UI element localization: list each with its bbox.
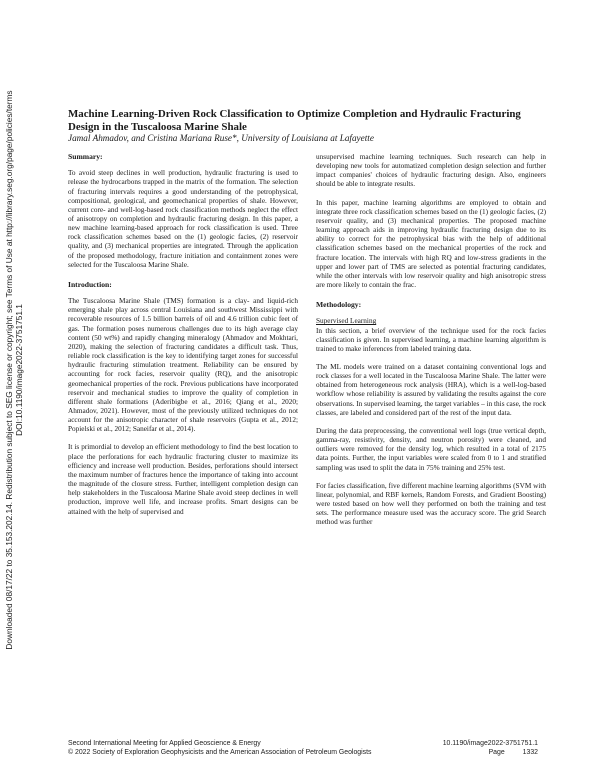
page-footer	[68, 740, 538, 757]
footer-doi: 10.1190/image2022-3751751.1	[442, 740, 538, 747]
page-number: 1332	[522, 748, 538, 756]
introduction-paragraph-2: It is primordial to develop an efficient methodology to find the best location to place the perforations for each hydraulic fracturing cluster to maximize its efficiency and increase well production. Besides, perforations should intersect the maximum number of fractures hence the importance of taking into account the magnitude of the closure stress. Further, intelligent completion design can help stakeholders in the Tuscaloosa Marine Shale avoid steep declines in well production, improve well life, and increase profits. Smart designs can be attained with the help of supervised and	[68, 443, 298, 516]
supervised-learning-heading: Supervised Learning	[316, 317, 377, 326]
introduction-heading: Introduction:	[68, 279, 112, 289]
ml-models-paragraph: The ML models were trained on a dataset containing conventional logs and rock classes for a well located in the Tuscaloosa Marine Shale. The latter were obtained from heterogeneous rock analysis (HRA), which is a well-log-based workflow whose reliability is assured by validating the results against the core observations. In supervised learning, the target variables – in this case, the rock classes, are labeled and considered part of the rest of the input data.	[316, 363, 546, 417]
supervised-learning-paragraph: In this section, a brief overview of the technique used for the rock facies classification is given. In supervised learning, a machine learning algorithm is trained to make inferences from labeled training data.	[316, 326, 546, 353]
paper-title: Machine Learning-Driven Rock Classification to Optimize Completion and Hydraulic Fracturing Design in the Tuscaloosa Marine Shale	[68, 108, 521, 133]
left-column	[68, 152, 298, 517]
introduction-paragraph-1: The Tuscaloosa Marine Shale (TMS) formation is a clay- and liquid-rich emerging shale play across central Louisiana and southwest Mississippi with recoverable resources of 1.5 billion barrels of oil and 4.6 trillion cubic feet of gas. The formation poses numerous challenges due to its high average clay content (50 wt%) and rapidly changing mineralogy (Ahmadov and Mokhtari, 2020), making the selection of fracturing candidates a difficult task. Thus, reliable rock classification is the key to identifying target zones for successful hydraulic fracturing stimulation treatment. Reliability can be ensured by accounting for rock facies, reservoir quality (RQ), and the anisotropic geomechanical properties of the rock. Previous publications have incorporated reservoir and mechanical studies to improve the quality of completion in different shale formations (Aderibigbe et al., 2016; Qiang et al., 2020; Ahmadov, 2021). However, most of the previously utilized techniques do not account for the anisotropic character of shale reservoirs (Gupta et al., 2012; Popielski et al., 2012; Saneifar et al., 2014).	[68, 297, 298, 434]
meeting-name: Second International Meeting for Applied Geoscience & Energy	[68, 740, 261, 747]
summary-paragraph: To avoid steep declines in well production, hydraulic fracturing is used to release the hydrocarbons trapped in the matrix of the formation. The selection of fracturing intervals requires a good understanding of the petrophysical, compositional, geological, and geomechanical properties of shale. However, current core- and well-log-based rock classification methods neglect the effect of anisotropy on completion and hydraulic fracturing design. In this paper, a new machine learning-based approach for rock classification is used. Three rock classification schemes based on the (1) geologic facies, (2) reservoir quality, and (3) mechanical properties are integrated. Through the application of the proposed methodology, fracture initiation and containment zones were selected for the Tuscaloosa Marine Shale.	[68, 169, 298, 269]
download-sidebar	[2, 70, 26, 670]
paper-authors: Jamal Ahmadov, and Cristina Mariana Ruse*, University of Louisiana at Lafayette	[68, 133, 374, 143]
summary-heading: Summary:	[68, 152, 103, 161]
download-notice	[4, 70, 24, 670]
copyright-notice: © 2022 Society of Exploration Geophysicists and the American Association of Petroleum Geologists	[68, 748, 372, 756]
page-label: Page	[488, 748, 505, 756]
continued-paragraph: unsupervised machine learning techniques. Such research can help in developing new tools for automatized completion design selection and further impact companies' choices of hydraulic fracturing design. Also, engineers should be able to integrate results.	[316, 153, 546, 189]
doi-notice: DOI:10.1190/image2022-3751751.1	[14, 304, 24, 436]
methodology-heading: Methodology:	[316, 300, 362, 310]
preprocessing-paragraph: During the data preprocessing, the conventional well logs (true vertical depth, gamma-ray, resistivity, density, and neutron porosity) were cleaned, and outliers were removed for the density log, which resulted in a total of 2175 data points. Further, the input variables were scaled from 0 to 1 and stratified sampling was used to split the data in 75% training and 25% test.	[316, 426, 546, 472]
approach-paragraph: In this paper, machine learning algorithms are employed to obtain and integrate three rock classification schemes based on the (1) geologic facies, (2) reservoir quality, and (3) mechanical properties. The proposed machine learning approach aids in improving hydraulic fracturing design due to its ability to correct for the petrophysical bias with the help of additional classification schemes based on the mechanical properties of the rock and fracture location. The intervals with high RQ and low-stress gradients in the upper and lower part of TMS are selected as potential fracturing candidates, while the other intervals with low reservoir quality and high anisotropic stress are more likely to contain the frac.	[316, 198, 546, 290]
right-column	[316, 153, 546, 528]
facies-classification-paragraph: For facies classification, five different machine learning algorithms (SVM with linear, polynomial, and RBF kernels, Random Forests, and Gradient Boosting) were tested based on how well they performed on both the training and test sets. The performance measure used was the accuracy score. The grid Search method was further	[316, 481, 546, 527]
download-notice-line1: Downloaded 08/17/22 to 35.153.202.14. Redistribution subject to SEG license or copyright; see Terms of Use at http://library.seg.org/page/policies/terms	[4, 90, 14, 650]
